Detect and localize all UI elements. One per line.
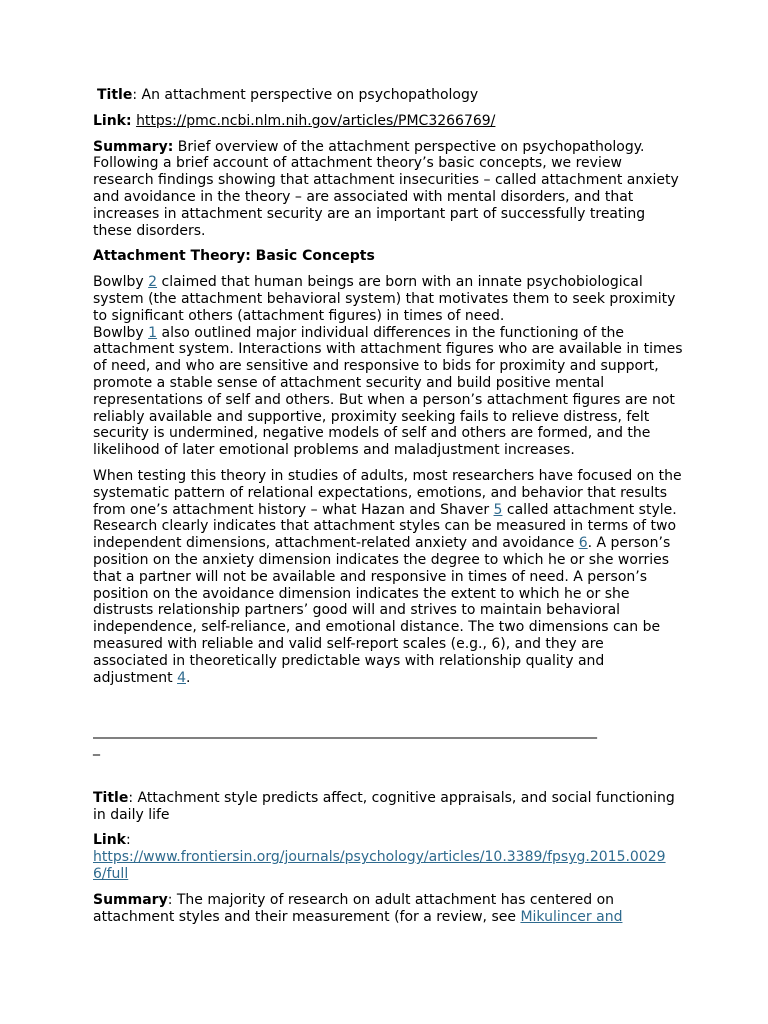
link-label: Link	[93, 832, 126, 849]
paragraph-text: also outlined major individual differences in the functioning of the attachment system. Interactions with attachment figures who are available in times of need, and who are sensitive and responsive to bids for proximity and support, promote a stable sense of attachment security and build positive mental representations of self and others. But when a person’s attachment figures are not reliably available and supportive, proximity seeking fails to relieve distress, felt security is undermined, negative models of self and others are formed, and the likelihood of later emotional problems and maladjustment increases.	[93, 324, 683, 459]
title-text: : An attachment perspective on psychopathology	[132, 87, 479, 103]
citation-link-1[interactable]: 1	[148, 324, 158, 341]
section-heading-text: Attachment Theory: Basic Concepts	[93, 248, 375, 265]
article-summary-2	[93, 892, 683, 926]
title-label: Title	[93, 789, 129, 806]
citation-link-4[interactable]: 4	[177, 669, 186, 686]
title-text: : Attachment style predicts affect, cognitive appraisals, and social functioning in daily life	[93, 789, 675, 823]
article-link-1	[93, 113, 683, 130]
citation-link-2[interactable]: 2	[148, 274, 158, 291]
url-part-2: 6/full	[93, 866, 129, 883]
paragraph-text: .	[186, 669, 191, 686]
article-summary-1	[93, 139, 683, 240]
citation-link-6[interactable]: 6	[578, 535, 588, 552]
paragraph-text: claimed that human beings are born with an innate psychobiological system (the attachment behavioral system) that motivates them to seek proximity to significant others (attachment figures) in times of need.	[93, 274, 676, 324]
summary-label: Summary:	[93, 138, 174, 155]
separator-tail: _	[93, 740, 100, 757]
summary-text: Brief overview of the attachment perspective on psychopathology. Following a brief account of attachment theory’s basic concepts, we review research findings showing that attachment insecurities – called attachment anxiety and avoidance in the theory – are associated with mental disorders, and that increases in attachment security are an important part of successfully treating these disorders.	[93, 138, 679, 239]
article-title-1	[93, 87, 683, 104]
article-title-2	[93, 790, 683, 824]
citation-link-5[interactable]: 5	[493, 501, 503, 518]
reference-link-mikulincer[interactable]: Mikulincer and	[520, 908, 623, 925]
article-url-link[interactable]: https://pmc.ncbi.nlm.nih.gov/articles/PMC3266769/	[136, 112, 496, 129]
paragraph-text: called attachment style. Research clearly indicates that attachment styles can be measured in terms of two independent dimensions, attachment-related anxiety and avoidance	[93, 501, 677, 552]
article-link-2	[93, 832, 683, 882]
section-heading	[93, 248, 683, 265]
summary-label: Summary	[93, 891, 168, 908]
paragraph-bowlby	[93, 274, 683, 459]
document-content	[93, 87, 683, 934]
paragraph-text: Bowlby	[93, 274, 149, 291]
link-colon: :	[126, 832, 131, 849]
article-url-link[interactable]	[93, 849, 666, 882]
url-part-1: https://www.frontiersin.org/journals/psychology/articles/10.3389/fpsyg.2015.0029	[93, 849, 666, 866]
paragraph-text: Bowlby	[93, 324, 149, 341]
paragraph-text: . A person’s position on the anxiety dimension indicates the degree to which he or she worries that a partner will not be available and responsive in times of need. A person’s position on the avoidance dimension indicates the extent to which he or she distrusts relationship partners’ good will and strives to maintain behavioral independence, self-reliance, and emotional distance. The two dimensions can be measured with reliable and valid self-report scales (e.g., 6), and they are associated in theoretically predictable ways with relationship quality and adjustment	[93, 535, 671, 686]
title-label: Title	[97, 87, 133, 103]
paragraph-text: When testing this theory in studies of adults, most researchers have focused on the systematic pattern of relational expectations, emotions, and behavior that results from one’s attachment history – what Hazan and Shaver	[93, 467, 682, 518]
separator-line: ________________________________________________________________________	[93, 723, 597, 740]
summary-text: : The majority of research on adult attachment has centered on attachment styles and their measurement (for a review, see	[93, 891, 615, 925]
link-label: Link:	[93, 112, 132, 129]
paragraph-adults	[93, 468, 683, 686]
